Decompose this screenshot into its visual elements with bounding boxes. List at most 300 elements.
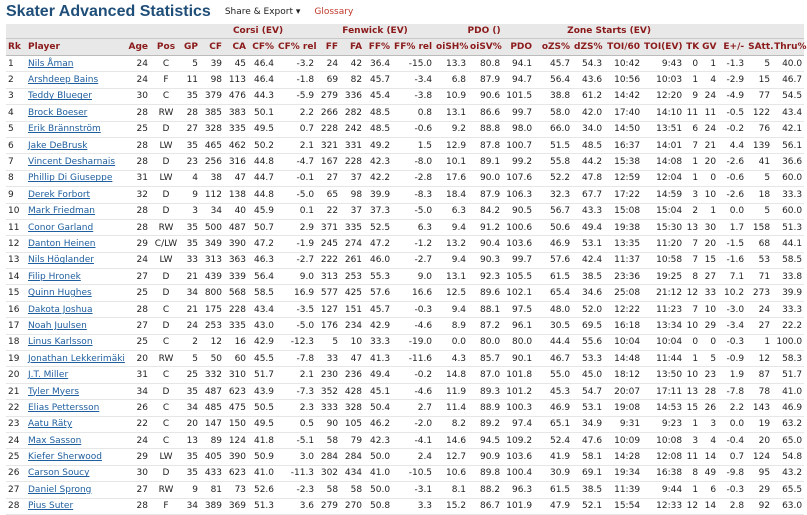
stat-cell: 89.3 <box>468 383 502 399</box>
stat-cell: 12 <box>200 334 224 350</box>
stat-cell: 20 <box>126 351 150 367</box>
stat-cell: 14:48 <box>604 351 642 367</box>
table-row <box>6 236 804 252</box>
stat-cell: 65.5 <box>772 482 804 498</box>
stat-cell: 96.1 <box>502 318 534 334</box>
skater-stats-table <box>6 24 807 515</box>
stat-cell: 51.5 <box>534 137 572 153</box>
stat-cell: 43.9 <box>248 383 276 399</box>
stat-cell: -3.4 <box>392 72 434 88</box>
stat-cell: 99.7 <box>502 105 534 121</box>
stat-cell: 385 <box>200 105 224 121</box>
stat-cell: -7.3 <box>276 383 316 399</box>
stat-cell: 9 <box>684 88 700 104</box>
rank-cell: 11 <box>6 219 26 235</box>
stat-cell: 24 <box>700 121 718 137</box>
stat-cell: 50.5 <box>248 400 276 416</box>
player-link[interactable]: Noah Juulsen <box>26 318 126 334</box>
column-header-oish[interactable]: oiSH% <box>434 39 468 56</box>
stat-cell: 623 <box>224 383 248 399</box>
rank-cell: 1 <box>6 56 26 72</box>
stat-cell: 19:38 <box>604 219 642 235</box>
stat-cell: 4 <box>700 72 718 88</box>
stat-cell: 52.1 <box>572 498 604 514</box>
glossary-link[interactable]: Glossary <box>314 7 354 17</box>
stat-cell: 35 <box>182 88 200 104</box>
stat-cell: 328 <box>200 121 224 137</box>
stat-cell: -5.0 <box>276 318 316 334</box>
stat-cell: 100.7 <box>502 137 534 153</box>
stat-cell: 87.9 <box>468 72 502 88</box>
column-header-rk[interactable]: Rk <box>6 39 26 56</box>
stat-cell: 147 <box>200 416 224 432</box>
stat-cell: 5 <box>182 351 200 367</box>
stat-cell: 31 <box>126 367 150 383</box>
stat-cell: 143 <box>746 400 772 416</box>
stat-cell: -9.8 <box>718 465 746 481</box>
stat-cell: 14:01 <box>642 137 684 153</box>
player-link[interactable]: Brock Boeser <box>26 105 126 121</box>
stat-cell: 14:28 <box>604 449 642 465</box>
stat-cell: -0.3 <box>718 482 746 498</box>
stat-cell: 100.6 <box>502 219 534 235</box>
stat-cell: 20 <box>700 154 718 170</box>
player-link[interactable]: Quinn Hughes <box>26 285 126 301</box>
stat-cell: 1 <box>684 416 700 432</box>
stat-cell: 45.4 <box>364 88 392 104</box>
column-header-pos[interactable]: Pos <box>150 39 182 56</box>
stat-cell: 48.5 <box>364 121 392 137</box>
stat-cell: 13:34 <box>642 318 684 334</box>
stat-cell: 99.2 <box>502 154 534 170</box>
stat-cell: 17:40 <box>604 105 642 121</box>
stat-cell: 47.9 <box>534 498 572 514</box>
column-header-toi-ev[interactable]: TOI(EV) <box>642 39 684 56</box>
pos-cell: C <box>150 88 182 104</box>
rank-cell: 15 <box>6 285 26 301</box>
stat-cell: 87.8 <box>468 137 502 153</box>
stat-cell: 23 <box>700 367 718 383</box>
stat-cell: 33.8 <box>772 269 804 285</box>
stat-cell: 56.1 <box>772 137 804 153</box>
stat-cell: 50.0 <box>364 482 392 498</box>
stat-cell: 333 <box>316 400 340 416</box>
stat-cell: 11:39 <box>604 482 642 498</box>
column-header-gp[interactable]: GP <box>182 39 200 56</box>
stat-cell: 16:18 <box>604 318 642 334</box>
stat-cell: 9 <box>182 187 200 203</box>
stat-cell: 34.6 <box>572 285 604 301</box>
stat-cell: 6.3 <box>434 203 468 219</box>
stat-cell: 11 <box>182 72 200 88</box>
stat-cell: 47 <box>224 170 248 186</box>
stat-cell: 33 <box>700 285 718 301</box>
stat-cell: -2.3 <box>276 482 316 498</box>
stat-cell: 45 <box>224 56 248 72</box>
stat-cell: 12 <box>684 285 700 301</box>
stat-cell: 158 <box>746 219 772 235</box>
pos-cell: D <box>150 187 182 203</box>
column-header-oisv[interactable]: oiSV% <box>468 39 502 56</box>
rank-cell: 21 <box>6 383 26 399</box>
stat-cell: 95 <box>746 465 772 481</box>
stat-cell: 27 <box>700 269 718 285</box>
stat-cell: 41.0 <box>248 465 276 481</box>
stat-cell: -5.1 <box>276 432 316 448</box>
stat-cell: 86.7 <box>468 498 502 514</box>
rank-cell: 5 <box>6 121 26 137</box>
stat-cell: 15:54 <box>604 498 642 514</box>
stat-cell: 10:42 <box>604 56 642 72</box>
stat-cell: 20 <box>182 416 200 432</box>
stat-cell: 0.7 <box>276 121 316 137</box>
stat-cell: 9:43 <box>642 56 684 72</box>
stat-cell: 40 <box>224 203 248 219</box>
stat-cell: 5 <box>746 203 772 219</box>
stat-cell: 7 <box>684 301 700 317</box>
player-link[interactable]: Filip Hronek <box>26 269 126 285</box>
share-export-menu[interactable]: Share & Export ▾ <box>224 7 301 17</box>
stat-cell: 96.3 <box>502 482 534 498</box>
player-link[interactable]: J.T. Miller <box>26 367 126 383</box>
column-header-ff[interactable]: FF <box>316 39 340 56</box>
stat-cell: 44.1 <box>772 236 804 252</box>
stat-cell: 3 <box>684 187 700 203</box>
stat-cell: 28 <box>126 137 150 153</box>
column-header-e[interactable]: E+/- <box>718 39 746 56</box>
stat-cell: -4.9 <box>718 88 746 104</box>
stat-cell: 54.8 <box>772 449 804 465</box>
table-row <box>6 137 804 153</box>
stat-cell: 57.6 <box>534 252 572 268</box>
stat-cell: 487 <box>224 219 248 235</box>
stat-cell: 60.0 <box>772 170 804 186</box>
pos-cell: D <box>150 285 182 301</box>
stat-cell: 54.5 <box>772 88 804 104</box>
stat-cell: 42.3 <box>364 432 392 448</box>
stat-cell: 8.1 <box>434 482 468 498</box>
stat-cell: -2.0 <box>392 416 434 432</box>
stat-cell: 10:04 <box>604 334 642 350</box>
stat-cell: 28 <box>126 498 150 514</box>
stat-cell: 86.6 <box>468 105 502 121</box>
stat-cell: 10:56 <box>604 72 642 88</box>
column-header-ff[interactable]: FF% <box>364 39 392 56</box>
stat-cell: 27 <box>126 482 150 498</box>
stat-cell: 475 <box>224 400 248 416</box>
stat-cell: 45.7 <box>534 56 572 72</box>
stat-cell: 577 <box>316 285 340 301</box>
stat-cell: 89.8 <box>468 465 502 481</box>
stat-cell: 12 <box>746 351 772 367</box>
stat-cell: 12:59 <box>604 170 642 186</box>
table-row <box>6 187 804 203</box>
stat-cell: 30.9 <box>534 465 572 481</box>
table-row <box>6 383 804 399</box>
column-header-gv[interactable]: GV <box>700 39 718 56</box>
player-link[interactable]: Max Sasson <box>26 432 126 448</box>
stat-cell: -3.5 <box>276 301 316 317</box>
column-header-thru[interactable]: Thru% <box>772 39 804 56</box>
stat-cell: 58 <box>340 482 364 498</box>
stat-cell: 18.4 <box>434 187 468 203</box>
stat-cell: 35 <box>182 383 200 399</box>
stat-cell: 65.0 <box>772 432 804 448</box>
pos-cell: F <box>150 72 182 88</box>
stat-cell: 90.1 <box>502 351 534 367</box>
stat-cell: 9.0 <box>276 269 316 285</box>
stat-cell: 11:37 <box>604 252 642 268</box>
player-link[interactable]: Daniel Sprong <box>26 482 126 498</box>
stat-cell: 101.9 <box>502 498 534 514</box>
stat-cell: 10:04 <box>642 334 684 350</box>
player-link[interactable]: Mark Friedman <box>26 203 126 219</box>
stat-cell: -5.9 <box>276 88 316 104</box>
column-header-pdo[interactable]: PDO <box>502 39 534 56</box>
stat-cell: 49 <box>700 465 718 481</box>
stat-cell: 20:07 <box>604 383 642 399</box>
player-link[interactable]: Danton Heinen <box>26 236 126 252</box>
player-link[interactable]: Arshdeep Bains <box>26 72 126 88</box>
page-header <box>0 0 800 24</box>
stat-cell: 21 <box>182 269 200 285</box>
rank-cell: 14 <box>6 269 26 285</box>
stat-cell: 52.2 <box>534 170 572 186</box>
stat-cell: 107.6 <box>502 170 534 186</box>
stat-cell: 28 <box>126 105 150 121</box>
stat-cell: 3.6 <box>276 498 316 514</box>
player-link[interactable]: Vincent Desharnais <box>26 154 126 170</box>
stat-cell: 12:33 <box>642 498 684 514</box>
column-header-row <box>6 39 804 56</box>
stat-cell: 101.2 <box>502 383 534 399</box>
stat-cell: 13.1 <box>434 269 468 285</box>
stat-cell: 12:22 <box>604 301 642 317</box>
stat-cell: 53 <box>746 252 772 268</box>
stat-cell: 14 <box>700 449 718 465</box>
stat-cell: 49.5 <box>248 416 276 432</box>
stat-cell: 33.3 <box>364 334 392 350</box>
stat-cell: 58.0 <box>534 105 572 121</box>
stat-cell: -3.8 <box>392 88 434 104</box>
stat-cell: 78 <box>746 383 772 399</box>
stat-cell: 1.9 <box>718 367 746 383</box>
column-header-cf-rel[interactable]: CF% rel <box>276 39 316 56</box>
player-link[interactable]: Derek Forbort <box>26 187 126 203</box>
stat-cell: 40.0 <box>772 56 804 72</box>
stat-cell: 47.6 <box>572 432 604 448</box>
stat-cell: 51.3 <box>772 219 804 235</box>
stat-cell: 17:22 <box>604 187 642 203</box>
stat-cell: 43.3 <box>572 203 604 219</box>
stat-cell: 94.1 <box>502 56 534 72</box>
stat-cell: -0.2 <box>718 121 746 137</box>
table-row <box>6 72 804 88</box>
rank-cell: 19 <box>6 351 26 367</box>
stat-cell: 124 <box>224 432 248 448</box>
stat-cell: 328 <box>340 400 364 416</box>
column-header-cf[interactable]: CF <box>200 39 224 56</box>
table-row <box>6 351 804 367</box>
pos-cell: F <box>150 498 182 514</box>
stat-cell: 21 <box>182 301 200 317</box>
stat-cell: -2.7 <box>392 252 434 268</box>
stat-cell: 3 <box>684 432 700 448</box>
stat-cell: 23 <box>182 154 200 170</box>
stat-cell: 55.8 <box>534 154 572 170</box>
stat-cell: 500 <box>200 219 224 235</box>
stat-cell: 485 <box>200 400 224 416</box>
column-header-toi-60[interactable]: TOI/60 <box>604 39 642 56</box>
player-link[interactable]: Linus Karlsson <box>26 334 126 350</box>
stat-cell: 34.9 <box>572 416 604 432</box>
group-corsi: Corsi (EV) <box>200 24 316 39</box>
stat-cell: 4.3 <box>434 351 468 367</box>
column-header-dzs[interactable]: dZS% <box>572 39 604 56</box>
stat-cell: 30.5 <box>534 318 572 334</box>
stat-cell: 9.4 <box>434 252 468 268</box>
stat-cell: 47.2 <box>364 236 392 252</box>
rank-cell: 8 <box>6 170 26 186</box>
player-link[interactable]: Carson Soucy <box>26 465 126 481</box>
stat-cell: 10 <box>340 334 364 350</box>
stat-cell: -4.1 <box>392 432 434 448</box>
player-link[interactable]: Dakota Joshua <box>26 301 126 317</box>
stat-cell: 236 <box>340 367 364 383</box>
stat-cell: 45.5 <box>248 351 276 367</box>
pos-cell: D <box>150 318 182 334</box>
stat-cell: 310 <box>224 367 248 383</box>
stat-cell: 32 <box>126 187 150 203</box>
table-row <box>6 88 804 104</box>
pos-cell: D <box>150 269 182 285</box>
stat-cell: 58 <box>316 482 340 498</box>
player-link[interactable]: Conor Garland <box>26 219 126 235</box>
stat-cell: 25 <box>126 334 150 350</box>
stat-cell: -0.5 <box>718 105 746 121</box>
player-link[interactable]: Jonathan Lekkerimäki <box>26 351 126 367</box>
stat-cell: 28 <box>126 219 150 235</box>
stat-cell: 54.3 <box>572 56 604 72</box>
stat-cell: 379 <box>200 88 224 104</box>
stat-cell: 58.5 <box>772 252 804 268</box>
stat-cell: -4.6 <box>392 318 434 334</box>
column-header-age[interactable]: Age <box>126 39 150 56</box>
stat-cell: 22.2 <box>772 318 804 334</box>
stat-cell: 90.3 <box>468 252 502 268</box>
rank-cell: 27 <box>6 482 26 498</box>
player-link[interactable]: Nils Höglander <box>26 252 126 268</box>
table-row <box>6 56 804 72</box>
player-link[interactable]: Phillip Di Giuseppe <box>26 170 126 186</box>
table-row <box>6 318 804 334</box>
stat-cell: 439 <box>200 269 224 285</box>
stat-cell: 61.5 <box>534 269 572 285</box>
player-link[interactable]: Nils Åman <box>26 56 126 72</box>
stat-cell: 14:53 <box>642 400 684 416</box>
stat-cell: 352 <box>316 383 340 399</box>
stat-cell: 87.2 <box>468 318 502 334</box>
player-link[interactable]: Erik Brännström <box>26 121 126 137</box>
stat-cell: 63.0 <box>772 498 804 514</box>
stat-cell: 1 <box>700 56 718 72</box>
stat-cell: 371 <box>316 219 340 235</box>
stat-cell: 44.8 <box>248 154 276 170</box>
stat-cell: 1.7 <box>718 219 746 235</box>
column-header-tk[interactable]: TK <box>684 39 700 56</box>
stat-cell: 103.6 <box>502 449 534 465</box>
column-header-player[interactable]: Player <box>26 39 126 56</box>
stat-cell: 44.4 <box>534 334 572 350</box>
player-link[interactable]: Tyler Myers <box>26 383 126 399</box>
stat-cell: 100.0 <box>772 334 804 350</box>
player-link[interactable]: Aatu Räty <box>26 416 126 432</box>
column-header-ff-rel[interactable]: FF% rel <box>392 39 434 56</box>
stat-cell: 17.6 <box>434 170 468 186</box>
stat-cell: 17:11 <box>642 383 684 399</box>
stat-cell: 90.9 <box>468 449 502 465</box>
pos-cell: RW <box>150 482 182 498</box>
stat-cell: 3.3 <box>392 498 434 514</box>
stat-cell: 5 <box>746 170 772 186</box>
stat-cell: 88.9 <box>468 400 502 416</box>
stat-cell: 38.5 <box>572 482 604 498</box>
stat-cell: 6.8 <box>434 72 468 88</box>
stat-cell: 24 <box>126 252 150 268</box>
stat-cell: 15:04 <box>642 203 684 219</box>
stat-cell: 48.5 <box>572 137 604 153</box>
stat-cell: -15.0 <box>392 56 434 72</box>
stat-cell: 38 <box>200 170 224 186</box>
column-header-fa[interactable]: FA <box>340 39 364 56</box>
player-link[interactable]: Elias Pettersson <box>26 400 126 416</box>
stat-cell: 46.9 <box>534 400 572 416</box>
stat-cell: 15:38 <box>604 154 642 170</box>
stat-cell: 27 <box>746 318 772 334</box>
stat-cell: 47.2 <box>248 236 276 252</box>
stat-cell: 51.7 <box>772 367 804 383</box>
column-header-satt[interactable]: SAtt. <box>746 39 772 56</box>
stat-cell: 13:35 <box>604 236 642 252</box>
stat-cell: 89.6 <box>468 285 502 301</box>
stat-cell: 8 <box>684 465 700 481</box>
stat-cell: 15:30 <box>642 219 684 235</box>
column-header-ozs[interactable]: oZS% <box>534 39 572 56</box>
stat-cell: 33 <box>182 252 200 268</box>
stat-cell: 0.5 <box>276 416 316 432</box>
stat-cell: 31 <box>126 170 150 186</box>
table-row <box>6 449 804 465</box>
player-link[interactable]: Teddy Blueger <box>26 88 126 104</box>
stat-cell: 52.6 <box>248 482 276 498</box>
stat-cell: 14.8 <box>434 367 468 383</box>
stat-cell: 97.5 <box>502 301 534 317</box>
column-header-cf[interactable]: CF% <box>248 39 276 56</box>
player-link[interactable]: Pius Suter <box>26 498 126 514</box>
stat-cell: 282 <box>340 105 364 121</box>
column-header-ca[interactable]: CA <box>224 39 248 56</box>
stat-cell: 94.5 <box>468 432 502 448</box>
stat-cell: -1.5 <box>718 236 746 252</box>
player-link[interactable]: Kiefer Sherwood <box>26 449 126 465</box>
stat-cell: 9:31 <box>604 416 642 432</box>
stat-cell: 10.2 <box>718 285 746 301</box>
stat-cell: 46.4 <box>248 56 276 72</box>
player-link[interactable]: Jake DeBrusk <box>26 137 126 153</box>
stat-cell: 13 <box>684 383 700 399</box>
rank-cell: 23 <box>6 416 26 432</box>
stat-cell: 9:23 <box>642 416 684 432</box>
